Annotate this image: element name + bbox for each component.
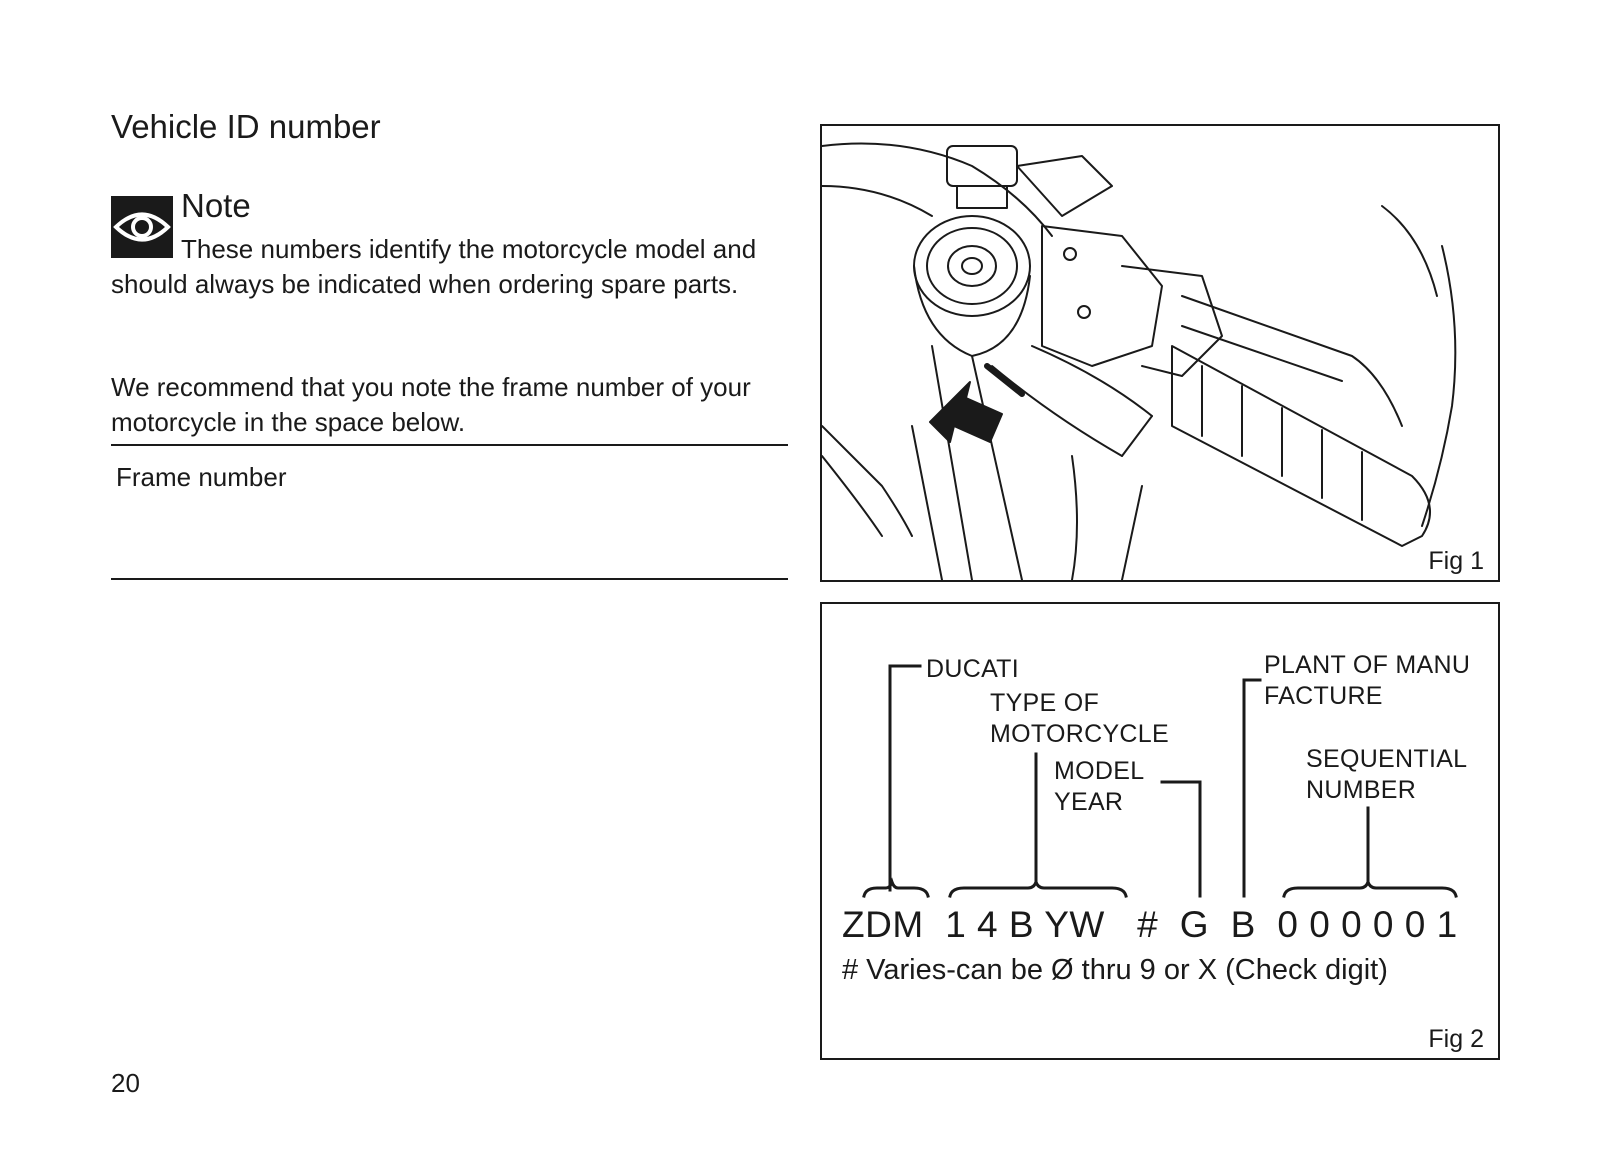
handlebar-illustration bbox=[822, 126, 1498, 580]
model-year-label: MODEL YEAR bbox=[1054, 757, 1144, 816]
sequential-number-label: SEQUENTIAL NUMBER bbox=[1306, 745, 1467, 804]
ducati-label: DUCATI bbox=[926, 655, 1019, 683]
page-number: 20 bbox=[111, 1068, 140, 1098]
note-text: These numbers identify the motorcycle model and should always be indicated when ordering spare parts. bbox=[111, 234, 757, 299]
recommend-text: We recommend that you note the frame number of your motorcycle in the space below. bbox=[111, 372, 751, 437]
page-title: Vehicle ID number bbox=[111, 108, 381, 145]
plant-of-manufacture-label: PLANT OF MANU FACTURE bbox=[1264, 651, 1471, 710]
fig-2-label: Fig 2 bbox=[1428, 1025, 1484, 1053]
vin-example: ZDM 1 4 B YW # G B 0 0 0 0 0 1 bbox=[842, 904, 1458, 945]
note-title: Note bbox=[181, 187, 251, 224]
vin-note: # Varies-can be Ø thru 9 or X (Check digit) bbox=[842, 954, 1388, 986]
divider-bottom bbox=[111, 578, 788, 580]
figure-1 bbox=[820, 124, 1500, 582]
type-of-motorcycle-label: TYPE OF MOTORCYCLE bbox=[990, 689, 1169, 748]
divider-top bbox=[111, 444, 788, 446]
frame-number-label: Frame number bbox=[116, 462, 287, 492]
fig-1-label: Fig 1 bbox=[1428, 547, 1484, 575]
figure-2 bbox=[820, 602, 1500, 1060]
